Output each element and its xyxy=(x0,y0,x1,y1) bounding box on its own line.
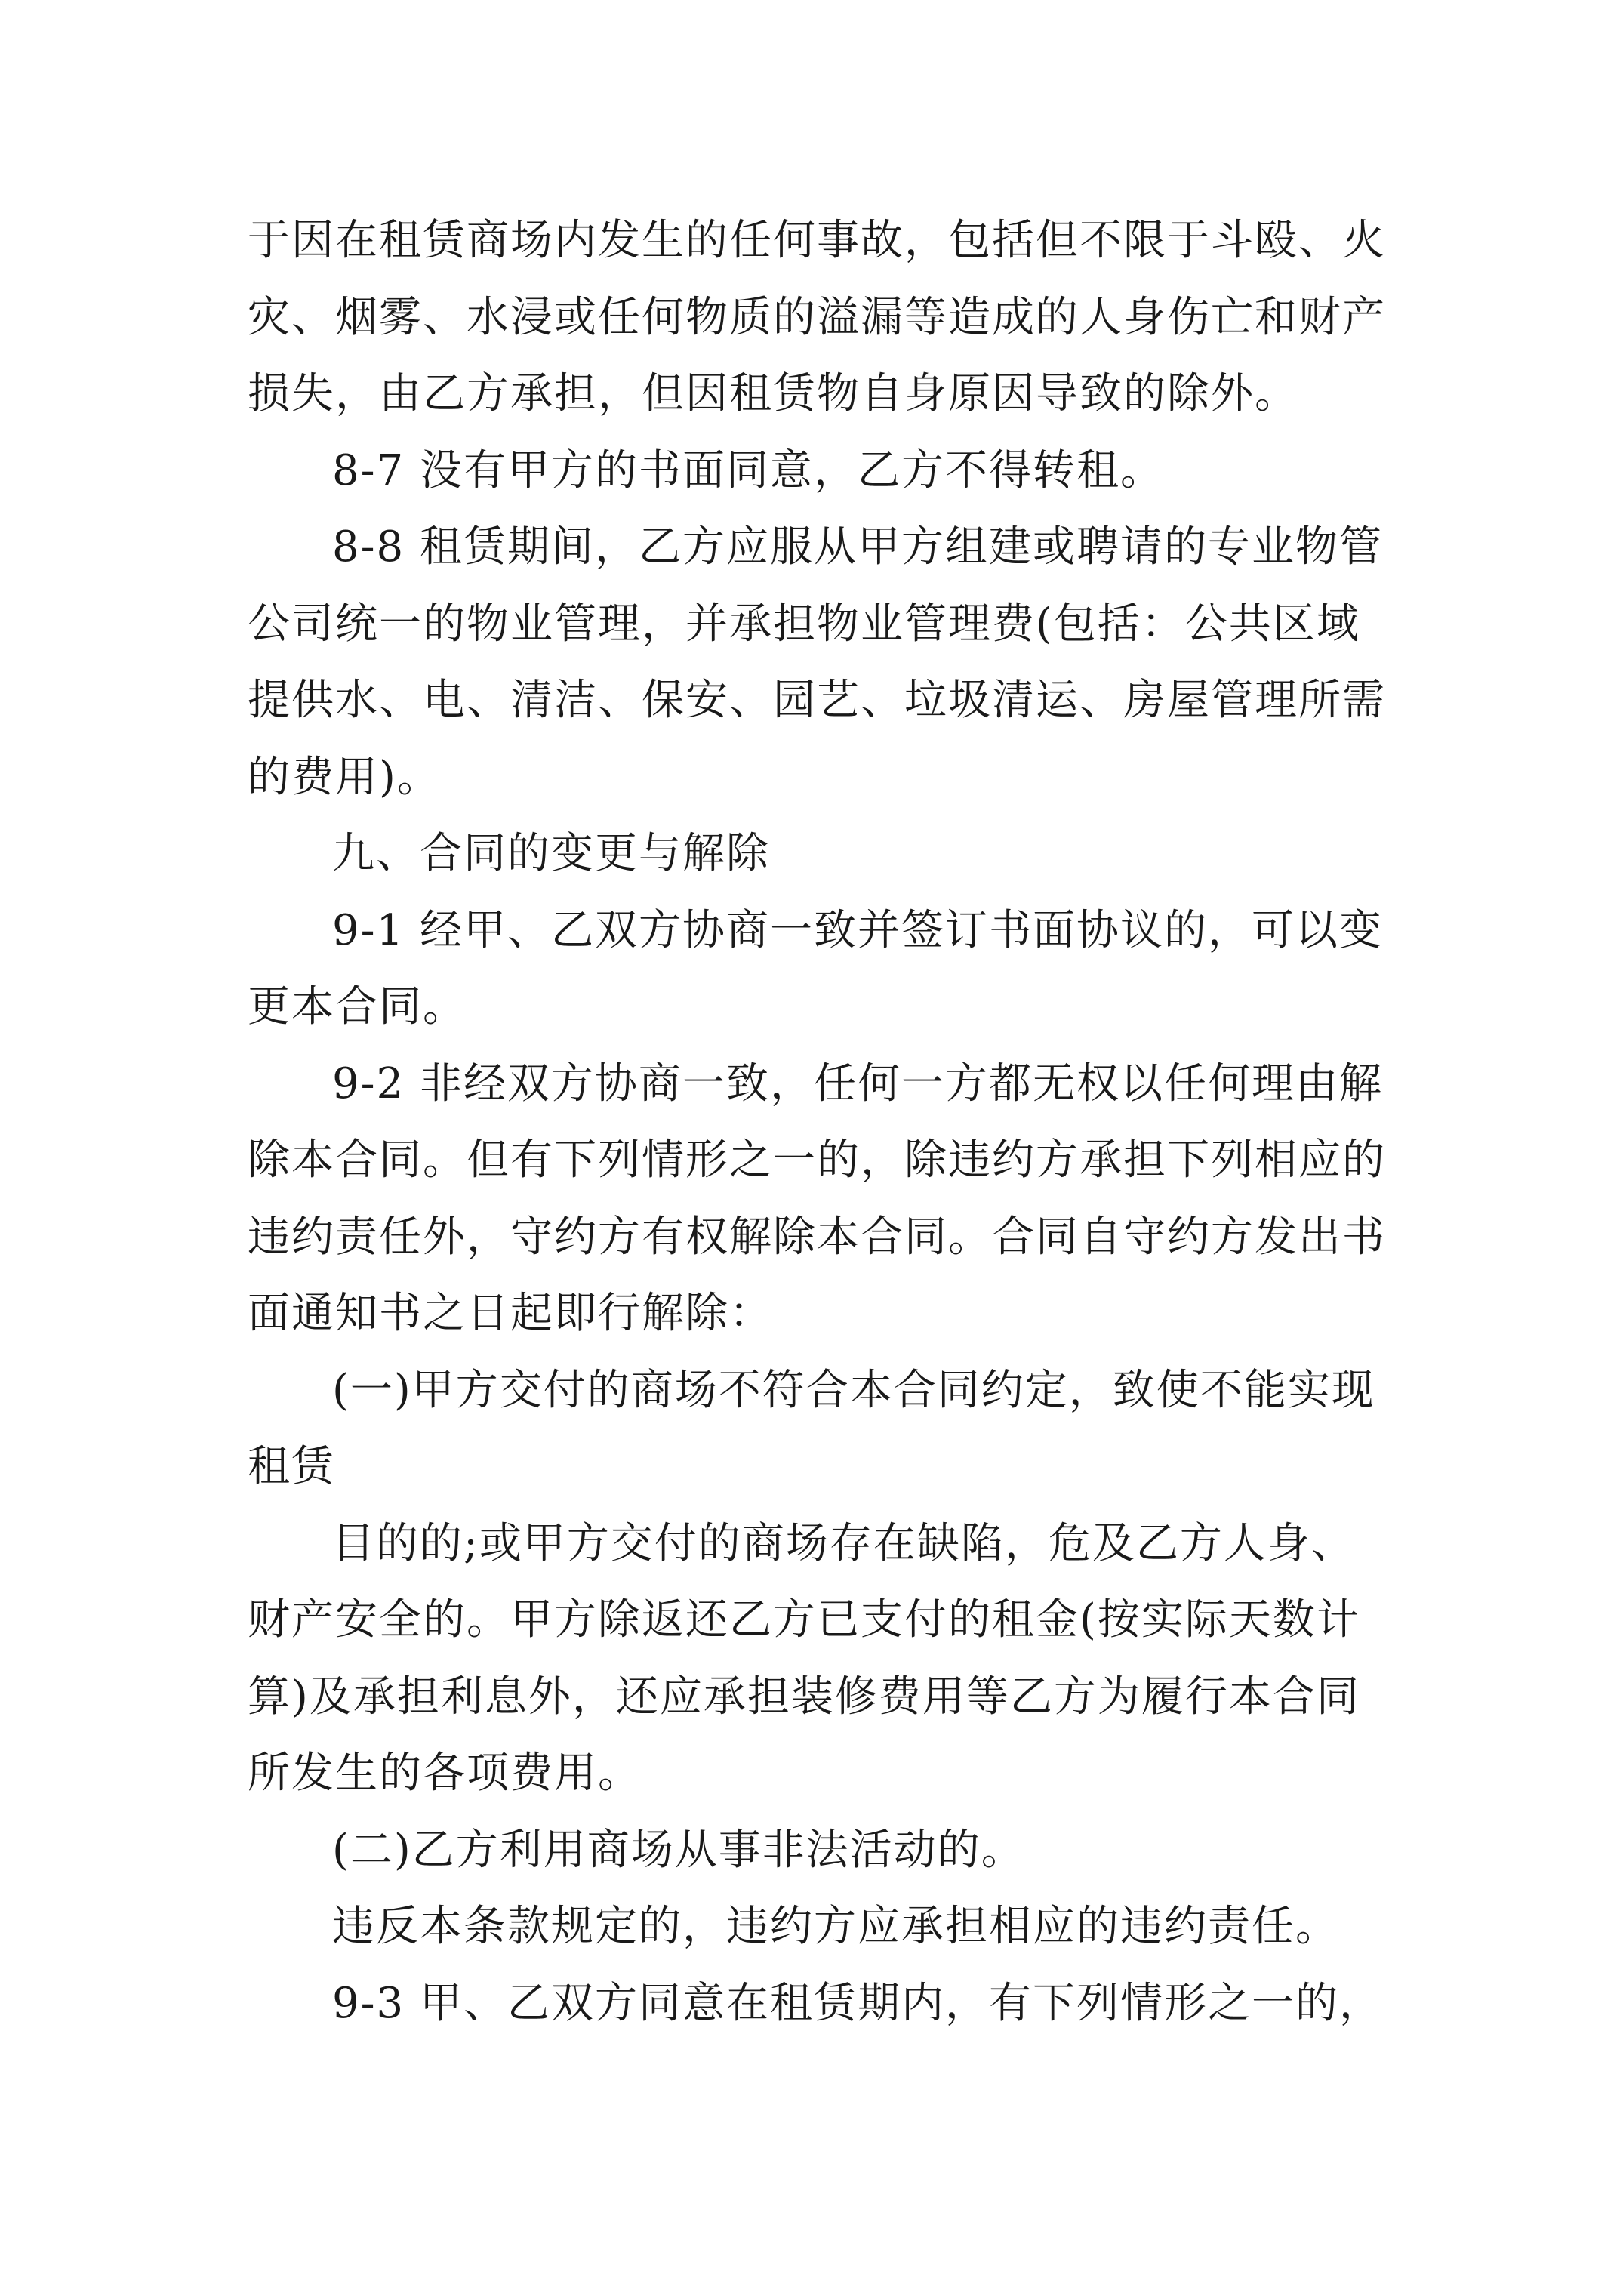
text-line: 于因在租赁商场内发生的任何事故，包括但不限于斗殴、火 xyxy=(248,216,1386,265)
text-line: 违反本条款规定的，违约方应承担相应的违约责任。 xyxy=(332,1902,1339,1951)
text-line: 公司统一的物业管理，并承担物业管理费(包括：公共区域 xyxy=(248,599,1360,649)
text-line: 财产安全的。甲方除返还乙方已支付的租金(按实际天数计 xyxy=(248,1595,1360,1644)
text-line: 算)及承担利息外，还应承担装修费用等乙方为履行本合同 xyxy=(248,1672,1360,1721)
item-2: (二)乙方利用商场从事非法活动的。 xyxy=(332,1825,1025,1875)
text-line: 损失，由乙方承担，但因租赁物自身原因导致的除外。 xyxy=(248,369,1298,418)
clause-9-1: 9-1 经甲、乙双方协商一致并签订书面协议的，可以变 xyxy=(332,905,1383,955)
clause-8-8: 8-8 租赁期间，乙方应服从甲方组建或聘请的专业物管 xyxy=(332,522,1383,572)
text-line: 违约责任外，守约方有权解除本合同。合同自守约方发出书 xyxy=(248,1212,1386,1262)
text-line: 提供水、电、清洁、保安、园艺、垃圾清运、房屋管理所需 xyxy=(248,676,1386,725)
clause-9-3: 9-3 甲、乙双方同意在租赁期内，有下列情形之一的， xyxy=(332,1978,1383,2028)
text-line: 的费用)。 xyxy=(248,752,441,802)
clause-8-7: 8-7 没有甲方的书面同意，乙方不得转租。 xyxy=(332,445,1164,495)
item-1: (一)甲方交付的商场不符合本合同约定，致使不能实现 xyxy=(332,1365,1375,1415)
section-heading-9: 九、合同的变更与解除 xyxy=(332,829,770,878)
text-line: 租赁 xyxy=(248,1442,335,1491)
text-line: 目的的;或甲方交付的商场存在缺陷，危及乙方人身、 xyxy=(332,1518,1355,1568)
text-line: 面通知书之日起即行解除： xyxy=(248,1289,773,1338)
text-line: 所发生的各项费用。 xyxy=(248,1749,642,1798)
document-body xyxy=(248,202,1387,2042)
text-line: 更本合同。 xyxy=(248,982,467,1031)
text-line: 除本合同。但有下列情形之一的，除违约方承担下列相应的 xyxy=(248,1136,1386,1185)
clause-9-2: 9-2 非经双方协商一致，任何一方都无权以任何理由解 xyxy=(332,1059,1383,1108)
text-line: 灾、烟雾、水浸或任何物质的溢漏等造成的人身伤亡和财产 xyxy=(248,292,1386,342)
